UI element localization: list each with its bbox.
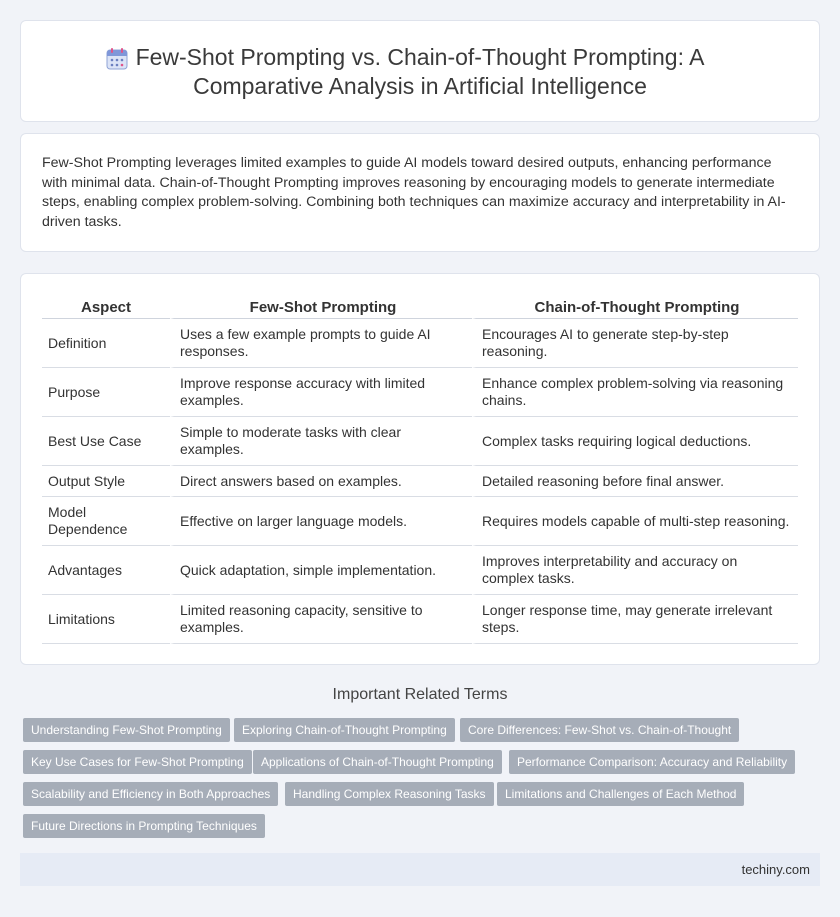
footer (20, 853, 820, 886)
table-header-row (42, 296, 798, 319)
chain-of-thought-cell: Requires models capable of multi-step reasoning. (472, 497, 798, 546)
related-tag[interactable]: Performance Comparison: Accuracy and Reliability (509, 750, 795, 774)
table-row (42, 595, 798, 644)
comparison-table-card (20, 273, 820, 665)
table-row (42, 466, 798, 497)
related-tag[interactable]: Key Use Cases for Few-Shot Prompting (23, 750, 252, 774)
related-terms-title: Important Related Terms (332, 686, 508, 703)
chain-of-thought-cell: Detailed reasoning before final answer. (472, 466, 798, 497)
few-shot-cell: Direct answers based on examples. (170, 466, 472, 497)
header-chain-of-thought: Chain-of-Thought Prompting (472, 296, 798, 319)
aspect-cell: Best Use Case (42, 417, 170, 466)
intro-paragraph: Few-Shot Prompting leverages limited examples to guide AI models toward desired outputs, enhancing performance with minimal data. Chain-of-Thought Prompting improves reasoning by encouraging models to generate intermediate steps, enabling complex problem-solving. Combining both techniques can maximize accuracy and interpretability in AI-driven tasks. (42, 155, 786, 230)
related-tag[interactable]: Scalability and Efficiency in Both Approaches (23, 782, 278, 806)
aspect-cell: Model Dependence (42, 497, 170, 546)
few-shot-cell: Improve response accuracy with limited examples. (170, 368, 472, 417)
chain-of-thought-cell: Improves interpretability and accuracy on complex tasks. (472, 546, 798, 595)
aspect-cell: Definition (42, 319, 170, 368)
related-tag[interactable]: Applications of Chain-of-Thought Prompting (253, 750, 502, 774)
table-row (42, 319, 798, 368)
few-shot-cell: Effective on larger language models. (170, 497, 472, 546)
chain-of-thought-cell: Complex tasks requiring logical deductions. (472, 417, 798, 466)
few-shot-cell: Uses a few example prompts to guide AI responses. (170, 319, 472, 368)
related-tag[interactable]: Handling Complex Reasoning Tasks (285, 782, 494, 806)
related-tag[interactable]: Future Directions in Prompting Techniques (23, 814, 265, 838)
aspect-cell: Advantages (42, 546, 170, 595)
aspect-cell: Output Style (42, 466, 170, 497)
related-tag[interactable]: Exploring Chain-of-Thought Prompting (234, 718, 455, 742)
chain-of-thought-cell: Encourages AI to generate step-by-step reasoning. (472, 319, 798, 368)
chain-of-thought-cell: Enhance complex problem-solving via reasoning chains. (472, 368, 798, 417)
table-row (42, 368, 798, 417)
few-shot-cell: Quick adaptation, simple implementation. (170, 546, 472, 595)
header-few-shot: Few-Shot Prompting (170, 296, 472, 319)
page-title: Few-Shot Prompting vs. Chain-of-Thought Prompting: A Comparative Analysis in Artificial Intelligence (135, 44, 705, 99)
table-row (42, 546, 798, 595)
intro-card (20, 133, 820, 252)
aspect-cell: Limitations (42, 595, 170, 644)
aspect-cell: Purpose (42, 368, 170, 417)
related-tag[interactable]: Core Differences: Few-Shot vs. Chain-of-Thought (460, 718, 739, 742)
footer-site-link[interactable]: techiny.com (741, 862, 810, 877)
few-shot-cell: Limited reasoning capacity, sensitive to examples. (170, 595, 472, 644)
table-row (42, 497, 798, 546)
chain-of-thought-cell: Longer response time, may generate irrelevant steps. (472, 595, 798, 644)
comparison-table (42, 296, 798, 644)
related-tag[interactable]: Limitations and Challenges of Each Method (497, 782, 744, 806)
title-card (20, 20, 820, 122)
few-shot-cell: Simple to moderate tasks with clear examples. (170, 417, 472, 466)
table-row (42, 417, 798, 466)
header-aspect: Aspect (42, 296, 170, 319)
related-tag[interactable]: Understanding Few-Shot Prompting (23, 718, 230, 742)
